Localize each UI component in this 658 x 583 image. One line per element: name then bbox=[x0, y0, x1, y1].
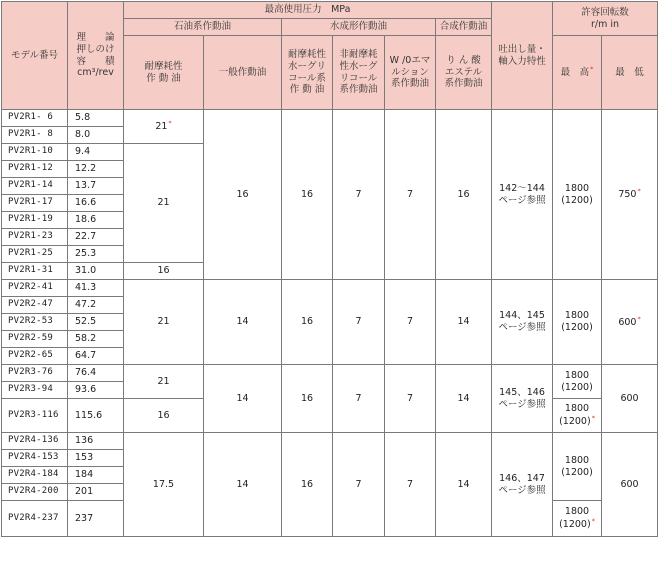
model-cell: PV2R3-94 bbox=[2, 382, 68, 399]
displacement-cell: 16.6 bbox=[68, 195, 124, 212]
wear-value-cell: 21 bbox=[124, 365, 204, 399]
displacement-cell: 8.0 bbox=[68, 127, 124, 144]
displacement-cell: 201 bbox=[68, 484, 124, 501]
wear-glycol-value-cell: 16 bbox=[282, 433, 333, 537]
model-cell: PV2R2-41 bbox=[2, 280, 68, 297]
model-cell: PV2R2-53 bbox=[2, 314, 68, 331]
general-value-cell: 14 bbox=[204, 433, 282, 537]
footnote-marker: * bbox=[591, 517, 595, 526]
speed-min-cell: 600* bbox=[602, 280, 658, 365]
pump-spec-table bbox=[1, 1, 658, 537]
header-phosphate: り ん 酸 エステル 系作動油 bbox=[436, 36, 492, 110]
footnote-marker: * bbox=[591, 414, 595, 423]
displacement-cell: 237 bbox=[68, 501, 124, 537]
model-cell: PV2R1-19 bbox=[2, 212, 68, 229]
model-cell: PV2R2-59 bbox=[2, 331, 68, 348]
speed-max-cell: 1800 (1200) bbox=[553, 280, 602, 365]
speed-min-cell: 600 bbox=[602, 365, 658, 433]
speed-max-cell: 1800 (1200)* bbox=[553, 501, 602, 537]
header-speed-max: 最 高* bbox=[553, 36, 602, 110]
displacement-cell: 76.4 bbox=[68, 365, 124, 382]
model-cell: PV2R4-153 bbox=[2, 450, 68, 467]
table-row bbox=[2, 280, 658, 297]
wo-emulsion-value-cell: 7 bbox=[385, 110, 436, 280]
wo-emulsion-value-cell: 7 bbox=[385, 365, 436, 433]
displacement-cell: 93.6 bbox=[68, 382, 124, 399]
nonwear-glycol-value-cell: 7 bbox=[333, 365, 385, 433]
wear-value-cell: 16 bbox=[124, 399, 204, 433]
model-cell: PV2R2-47 bbox=[2, 297, 68, 314]
wear-value-cell: 21* bbox=[124, 110, 204, 144]
displacement-cell: 18.6 bbox=[68, 212, 124, 229]
footnote-marker: * bbox=[637, 187, 641, 196]
displacement-cell: 25.3 bbox=[68, 246, 124, 263]
displacement-cell: 136 bbox=[68, 433, 124, 450]
speed-max-cell: 1800 (1200) bbox=[553, 365, 602, 399]
displacement-cell: 115.6 bbox=[68, 399, 124, 433]
table-row bbox=[2, 433, 658, 450]
model-cell: PV2R2-65 bbox=[2, 348, 68, 365]
model-cell: PV2R1-10 bbox=[2, 144, 68, 161]
header-nonwear-glycol: 非耐摩耗 性水ーグ リコール 系作動油 bbox=[333, 36, 385, 110]
general-value-cell: 14 bbox=[204, 365, 282, 433]
model-cell: PV2R1-14 bbox=[2, 178, 68, 195]
header-flow-characteristics: 吐出し量・ 軸入力特性 bbox=[492, 2, 553, 110]
wo-emulsion-value-cell: 7 bbox=[385, 280, 436, 365]
header-wear-glycol: 耐摩耗性 水ーグリ コール系 作 動 油 bbox=[282, 36, 333, 110]
wear-value-cell: 21 bbox=[124, 280, 204, 365]
nonwear-glycol-value-cell: 7 bbox=[333, 280, 385, 365]
model-cell: PV2R4-200 bbox=[2, 484, 68, 501]
table-row bbox=[2, 110, 658, 127]
model-cell: PV2R3-116 bbox=[2, 399, 68, 433]
speed-max-cell: 1800 (1200) bbox=[553, 433, 602, 501]
reference-cell: 142～144 ページ参照 bbox=[492, 110, 553, 280]
phosphate-value-cell: 14 bbox=[436, 433, 492, 537]
model-cell: PV2R4-184 bbox=[2, 467, 68, 484]
phosphate-value-cell: 16 bbox=[436, 110, 492, 280]
displacement-cell: 13.7 bbox=[68, 178, 124, 195]
reference-cell: 146、147 ページ参照 bbox=[492, 433, 553, 537]
header-wo-emulsion: W /0エマ ルション 系作動油 bbox=[385, 36, 436, 110]
wo-emulsion-value-cell: 7 bbox=[385, 433, 436, 537]
displacement-cell: 153 bbox=[68, 450, 124, 467]
displacement-cell: 58.2 bbox=[68, 331, 124, 348]
model-cell: PV2R1-23 bbox=[2, 229, 68, 246]
model-cell: PV2R1-12 bbox=[2, 161, 68, 178]
displacement-cell: 12.2 bbox=[68, 161, 124, 178]
nonwear-glycol-value-cell: 7 bbox=[333, 110, 385, 280]
model-cell: PV2R3-76 bbox=[2, 365, 68, 382]
general-value-cell: 16 bbox=[204, 110, 282, 280]
displacement-cell: 184 bbox=[68, 467, 124, 484]
displacement-cell: 64.7 bbox=[68, 348, 124, 365]
model-cell: PV2R4-136 bbox=[2, 433, 68, 450]
displacement-cell: 47.2 bbox=[68, 297, 124, 314]
model-cell: PV2R4-237 bbox=[2, 501, 68, 537]
header-speed-min: 最 低 bbox=[602, 36, 658, 110]
header-water: 水成形作動油 bbox=[282, 19, 436, 36]
footnote-marker: * bbox=[168, 119, 172, 128]
header-model: モデル番号 bbox=[2, 2, 68, 110]
header-wear-resistant: 耐摩耗性 作 動 油 bbox=[124, 36, 204, 110]
wear-value-cell: 16 bbox=[124, 263, 204, 280]
nonwear-glycol-value-cell: 7 bbox=[333, 433, 385, 537]
displacement-cell: 52.5 bbox=[68, 314, 124, 331]
wear-glycol-value-cell: 16 bbox=[282, 110, 333, 280]
header-allowable-speed: 許容回転数 r/m in bbox=[553, 2, 658, 36]
header-petroleum: 石油系作動油 bbox=[124, 19, 282, 36]
wear-value-cell: 17.5 bbox=[124, 433, 204, 537]
header-max-pressure: 最高使用圧力 MPa bbox=[124, 2, 492, 19]
wear-glycol-value-cell: 16 bbox=[282, 365, 333, 433]
model-cell: PV2R1-17 bbox=[2, 195, 68, 212]
speed-min-cell: 750* bbox=[602, 110, 658, 280]
model-cell: PV2R1- 8 bbox=[2, 127, 68, 144]
phosphate-value-cell: 14 bbox=[436, 280, 492, 365]
reference-cell: 144、145 ページ参照 bbox=[492, 280, 553, 365]
model-cell: PV2R1-25 bbox=[2, 246, 68, 263]
wear-value-cell: 21 bbox=[124, 144, 204, 263]
reference-cell: 145、146 ページ参照 bbox=[492, 365, 553, 433]
model-cell: PV2R1- 6 bbox=[2, 110, 68, 127]
speed-min-cell: 600 bbox=[602, 433, 658, 537]
header-general: 一般作動油 bbox=[204, 36, 282, 110]
header-synthetic: 合成作動油 bbox=[436, 19, 492, 36]
model-cell: PV2R1-31 bbox=[2, 263, 68, 280]
general-value-cell: 14 bbox=[204, 280, 282, 365]
speed-max-cell: 1800 (1200) bbox=[553, 110, 602, 280]
footnote-marker: * bbox=[637, 314, 641, 323]
header-displacement: 理 論 押しのけ 容 積 cm³/rev bbox=[68, 2, 124, 110]
phosphate-value-cell: 14 bbox=[436, 365, 492, 433]
displacement-cell: 22.7 bbox=[68, 229, 124, 246]
table-row bbox=[2, 365, 658, 382]
displacement-cell: 41.3 bbox=[68, 280, 124, 297]
speed-max-cell: 1800 (1200)* bbox=[553, 399, 602, 433]
wear-glycol-value-cell: 16 bbox=[282, 280, 333, 365]
displacement-cell: 9.4 bbox=[68, 144, 124, 161]
displacement-cell: 31.0 bbox=[68, 263, 124, 280]
displacement-cell: 5.8 bbox=[68, 110, 124, 127]
footnote-marker: * bbox=[590, 65, 594, 74]
